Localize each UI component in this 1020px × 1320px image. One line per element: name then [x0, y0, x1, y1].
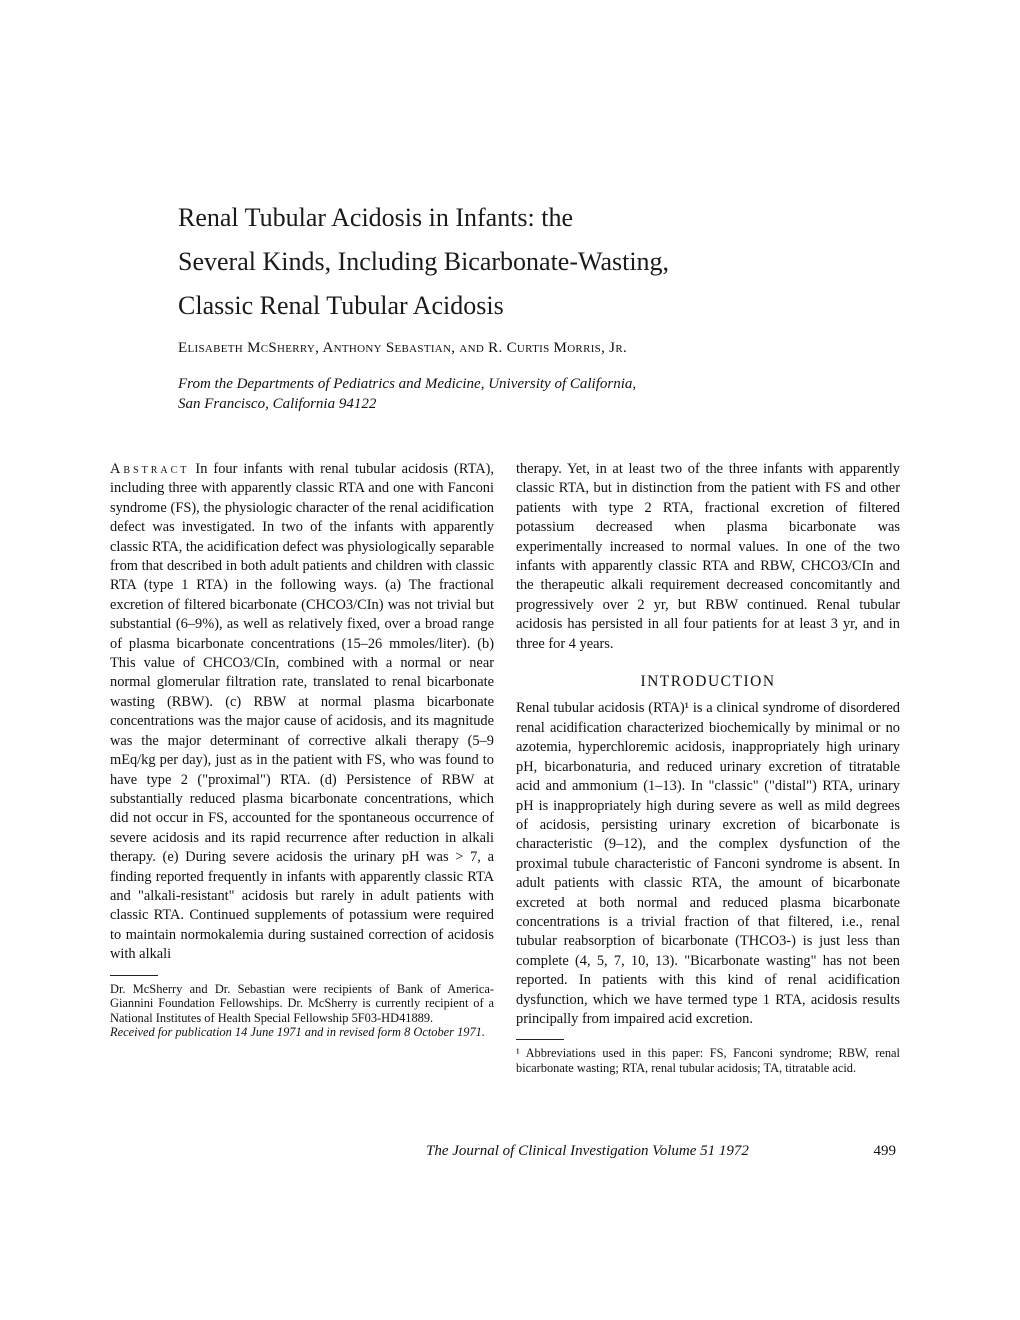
- journal-citation: The Journal of Clinical Investigation Volume 51 1972: [426, 1143, 749, 1159]
- affiliation-line-1: From the Departments of Pediatrics and Medicine, University of California,: [178, 376, 637, 392]
- funding-footnote: [110, 982, 494, 1040]
- abbreviations-footnote: ¹ Abbreviations used in this paper: FS, Fanconi syndrome; RBW, renal bicarbonate wasting; RTA, renal tubular acidosis; TA, titratable acid.: [516, 1046, 900, 1075]
- title-line-2: Several Kinds, Including Bicarbonate-Wasting,: [178, 247, 670, 276]
- abstract-body: In four infants with renal tubular acidosis (RTA), including three with apparently classic RTA and one with Fanconi syndrome (FS), the physiologic character of the renal acidification defect was investigated. In two of the infants with apparently classic RTA, the acidification defect was physiologically separable from that described in both adult patients and children with classic RTA (type 1 RTA) in the following ways. (a) The fractional excretion of filtered bicarbonate (CHCO3/CIn) was not trivial but substantial (6–9%), as well as relatively fixed, over a broad range of plasma bicarbonate concentrations (15–26 mmoles/liter). (b) This value of CHCO3/CIn, combined with a normal or near normal glomerular filtration rate, translated to renal bicarbonate wasting (RBW). (c) RBW at normal plasma bicarbonate concentrations was the major cause of acidosis, and its magnitude was the major determinant of corrective alkali therapy (5–9 mEq/kg per day), just as in the patient with FS, who was found to have type 2 ("proximal") RTA. (d) Persistence of RBW at substantially reduced plasma bicarbonate concentrations, which did not occur in FS, accounted for the spontaneous occurrence of severe acidosis and its rapid recurrence after reduction in alkali therapy. (e) During severe acidosis the urinary pH was > 7, a finding reported frequently in infants with apparently classic RTA and "alkali-resistant" acidosis but rarely in adult patients with classic RTA. Continued supplements of potassium were required to maintain normokalemia during sustained correction of acidosis with alkali: [110, 461, 494, 963]
- abstract-paragraph: [110, 460, 494, 965]
- affiliation-line-2: San Francisco, California 94122: [178, 396, 377, 412]
- footnote-divider-right: [516, 1039, 564, 1040]
- abstract-continuation: therapy. Yet, in at least two of the three infants with apparently classic RTA, but in distinction from the patient with FS and other patients with type 2 RTA, fractional excretion of filtered potassium decreased when plasma bicarbonate was experimentally increased to normal values. In one of the two infants with apparently classic RTA and RBW, CHCO3/CIn and the therapeutic alkali requirement decreased concomitantly and progressively over 2 yr, but RBW continued. Renal tubular acidosis has persisted in all four patients for at least 3 yr, and in three for 4 years.: [516, 461, 900, 652]
- abstract-heading: Abstract: [110, 461, 190, 477]
- article-title: [178, 196, 938, 328]
- page-number: 499: [873, 1143, 896, 1159]
- funding-note: Dr. McSherry and Dr. Sebastian were recipients of Bank of America-Giannini Foundation Fellowships. Dr. McSherry is currently recipient of a National Institutes of Health Special Fellowship 5F03-HD41889.: [110, 981, 494, 1025]
- title-line-3: Classic Renal Tubular Acidosis: [178, 291, 504, 320]
- right-column: [516, 460, 900, 1076]
- introduction-heading: INTRODUCTION: [640, 673, 776, 691]
- footnote-divider: [110, 975, 158, 976]
- introduction-body: Renal tubular acidosis (RTA)¹ is a clinical syndrome of disordered renal acidification characterized biochemically by minimal or no azotemia, hyperchloremic acidosis, inappropriately high urinary pH, bicarbonaturia, and reduced urinary excretion of titratable acid and ammonium (1–13). In "classic" ("distal") RTA, urinary pH is inappropriately high during severe as well as mild degrees of acidosis, persisting urinary excretion of bicarbonate is characteristic (9–12), and the complex dysfunction of the proximal tubule characteristic of Fanconi syndrome is absent. In adult patients with classic RTA, the amount of bicarbonate excreted at both normal and reduced plasma bicarbonate concentrations is a trivial fraction of that filtered, i.e., renal tubular reabsorption of bicarbonate (THCO3-) is just less than complete (4, 5, 7, 10, 13). "Bicarbonate wasting" has not been reported. In patients with this kind of renal acidification dysfunction, which we have termed type 1 RTA, acidosis results principally from impaired acid excretion.: [516, 700, 900, 1027]
- page-footer: [426, 1143, 896, 1160]
- title-line-1: Renal Tubular Acidosis in Infants: the: [178, 203, 574, 232]
- author-list: Elisabeth McSherry, Anthony Sebastian, and R. Curtis Morris, Jr.: [178, 340, 628, 356]
- received-date-note: Received for publication 14 June 1971 and in revised form 8 October 1971.: [110, 1025, 485, 1040]
- affiliation: [178, 374, 898, 414]
- left-column: [110, 460, 494, 1040]
